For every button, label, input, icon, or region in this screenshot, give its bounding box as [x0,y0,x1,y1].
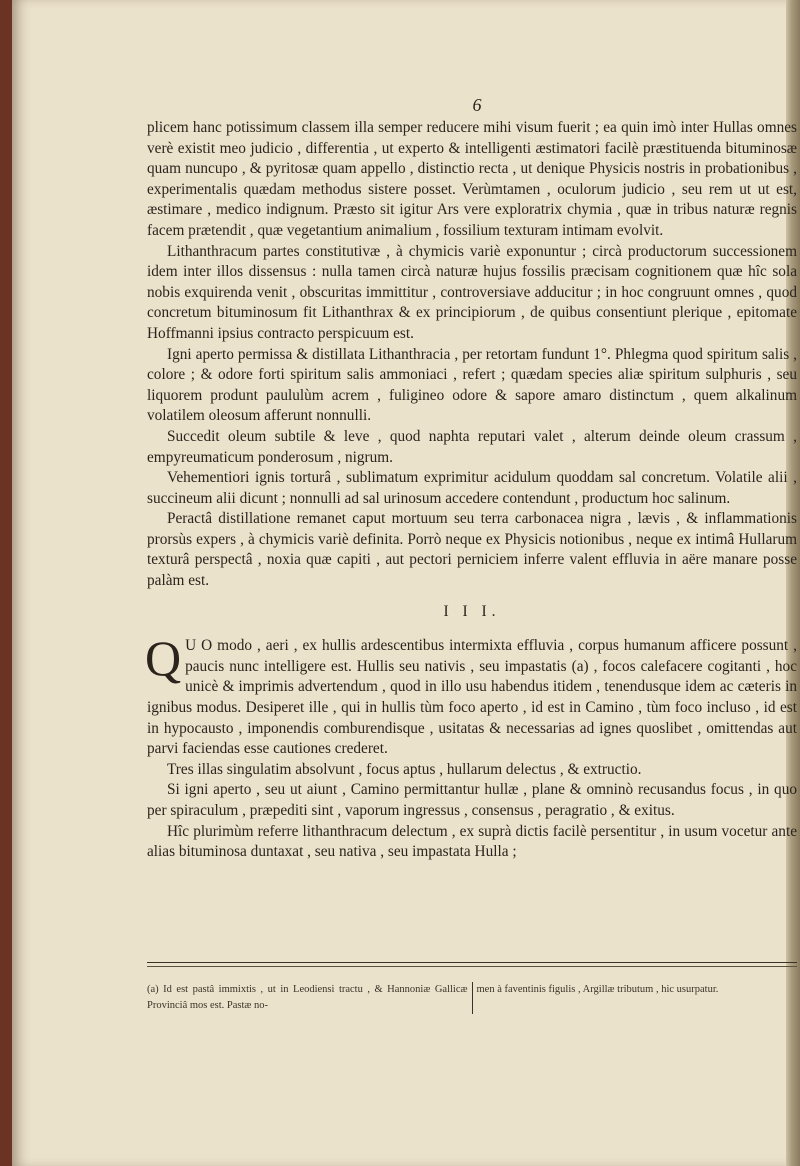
paragraph-oleum: Succedit oleum subtile & leve , quod naphta reputari valet , alterum deinde oleum crassum , empyreumaticum ponderosum , nigrum. [147,427,797,466]
paragraph-delectum: Hîc plurimùm referre lithanthracum delectum , ex suprà dictis facilè persentitur , in usum vocetur ante alias bituminosa duntaxat , seu nativa , seu impastata Hulla ; [147,822,797,861]
footnotes [147,982,797,1014]
section-heading: I I I. [443,602,501,620]
section-first-paragraph [145,630,797,760]
footnote-rule [147,962,797,963]
book-page [12,0,800,1166]
section-first-text: U O modo , aeri , ex hullis ardescentibus intermixta effluvia , corpus humanum afficere possunt , paucis nunc intelligere est. Hullis seu nativis , seu impastatis (a) , focos calefacere cogitanti , hoc unicè & imprimis advertendum , quod in illo usu habendus itidem , tenendusque idem ac cæteris in ignibus modus. Desiperet ille , qui in hullis tùm foco aperto , id est in Camino , tùm foco incluso , id est in hypocausto , imponendis comburendisque , usitatas & necessarias ad ignes quoslibet , omittendas aut parvi faciendas esse cautiones crederet. [147,637,797,758]
footnote-rule-thin [147,966,797,967]
paragraph-sal: Vehementiori ignis torturâ , sublimatum exprimitur acidulum quoddam sal concretum. Volatile alii , succineum alii dicunt ; nonnulli ad sal urinosum accedere contendunt , productum hoc salinum. [147,469,797,507]
paragraph-constituents: Lithanthracum partes constitutivæ , à chymicis variè exponuntur ; circà productorum successionem idem inter illos dissensus : nulla tamen circà naturæ hujus fossilis præcisam cognitionem quæ hîc sola nobis exquirenda venit , obscuritas immittitur , controversiave adducitur ; in hoc congruunt omnes , quod concretum bituminosum fit Lithanthrax & ex principiorum , de quibus consentiunt plerique , epitomate Hoffmanni ipsius contracto perspicuum est. [147,242,797,342]
paragraph-distillation: Igni aperto permissa & distillata Lithanthracia , per retortam fundunt 1°. Phlegma quod spiritum salis , colore ; & odore forti spiritum salis ammoniaci , refert ; quædam species aliæ spiritum sulphuris , seu liquorem produnt paululùm acrem , fuligineo odore & sapore amaro distinctum , quem alkalinum volatilem oleosum afferunt nonnulli. [147,345,797,425]
footnote-right: men à faventinis figulis , Argillæ tributum , hic usurpatur. [476,984,719,995]
page-number: 6 [472,95,482,115]
paragraph-tres: Tres illas singulatim absolvunt , focus aptus , hullarum delectus , & extructio. [167,760,642,778]
page-body [147,96,797,863]
footnote-left: (a) Id est pastâ immixtis , ut in Leodiensi tractu , & Hannoniæ Gallicæ Provinciâ mos est. Pastæ no- [147,982,473,1014]
drop-cap: Q [145,630,182,687]
paragraph-caput-mortuum: Peractâ distillatione remanet caput mortuum seu terra carbonacea nigra , lævis , & inflammationis prorsùs expers , à chymicis variè definita. Porrò neque ex Physicis notionibus , neque ex intimâ Hullarum texturâ perspectâ , noxia quæ capiti , aut pectori perniciem inferre valent effluvia in aëre manare posse palàm est. [147,510,797,590]
paragraph-camino: Si igni aperto , seu ut aiunt , Camino permittantur hullæ , plane & omninò recusandus focus , in quo per spiraculum , præpediti sint , vaporum ingressus , consensus , peragratio , & exitus. [147,781,797,819]
intro-paragraph: plicem hanc potissimum classem illa semper reducere mihi visum fuerit ; ea quin imò inter Hullas omnes verè existit meo judicio , differentia , ut experto & intelligenti æstimatori facilè præstituenda bituminosæ quam nuncupo , & pyritosæ quam appello , distinctio recta , ut denique Physicis nostris in probationibus , experimentalis quædam methodus sistere posset. Verùmtamen , oculorum judicio , seu rem ut ut est, æstimare , medico indignum. Præsto sit igitur Ars vere exploratrix chymia , quæ in tribus naturæ regnis facem prætendit , quæ vegetantium animalium , fossilium texturam intimam evolvit. [147,119,797,239]
